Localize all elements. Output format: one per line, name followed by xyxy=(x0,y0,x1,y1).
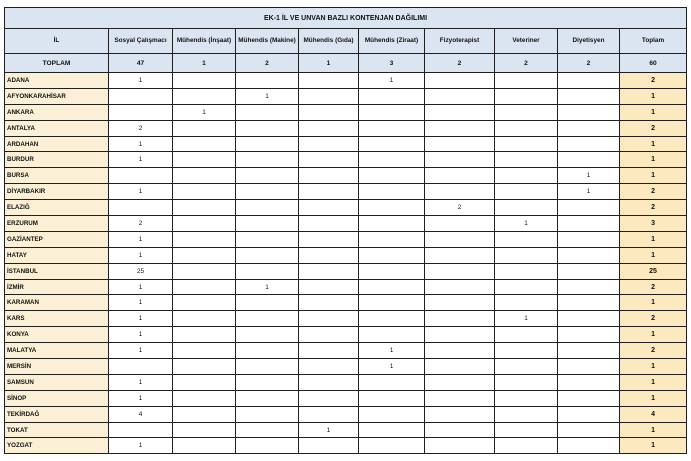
muhendis-insaat-cell xyxy=(173,295,236,311)
fizyoterapist-cell xyxy=(425,279,495,295)
city-cell: SİNOP xyxy=(5,390,109,406)
total-diyetisyen-cell: 2 xyxy=(558,54,620,73)
city-cell: ERZURUM xyxy=(5,216,109,232)
city-cell: ADANA xyxy=(5,73,109,89)
veteriner-cell xyxy=(495,247,558,263)
veteriner-cell xyxy=(495,359,558,375)
muhendis-ziraat-cell xyxy=(359,184,425,200)
muhendis-ziraat-cell: 1 xyxy=(359,73,425,89)
muhendis-makine-cell xyxy=(236,327,299,343)
sosyal-calismaci-cell xyxy=(109,104,173,120)
muhendis-insaat-cell xyxy=(173,374,236,390)
table-row xyxy=(5,200,687,216)
muhendis-gida-cell xyxy=(299,390,359,406)
muhendis-ziraat-cell xyxy=(359,200,425,216)
diyetisyen-cell xyxy=(558,295,620,311)
fizyoterapist-cell xyxy=(425,184,495,200)
veteriner-cell xyxy=(495,422,558,438)
muhendis-makine-cell xyxy=(236,152,299,168)
muhendis-makine-cell xyxy=(236,359,299,375)
toplam-cell: 1 xyxy=(620,104,687,120)
muhendis-gida-cell xyxy=(299,104,359,120)
fizyoterapist-cell: 2 xyxy=(425,200,495,216)
total-label: TOPLAM xyxy=(5,54,109,73)
sosyal-calismaci-cell: 1 xyxy=(109,311,173,327)
toplam-cell: 1 xyxy=(620,231,687,247)
muhendis-ziraat-cell xyxy=(359,104,425,120)
fizyoterapist-cell xyxy=(425,422,495,438)
muhendis-ziraat-cell xyxy=(359,438,425,454)
muhendis-ziraat-cell: 1 xyxy=(359,343,425,359)
city-cell: GAZİANTEP xyxy=(5,231,109,247)
city-cell: AFYONKARAHİSAR xyxy=(5,88,109,104)
toplam-cell: 1 xyxy=(620,390,687,406)
veteriner-cell xyxy=(495,406,558,422)
muhendis-makine-cell xyxy=(236,200,299,216)
diyetisyen-cell xyxy=(558,104,620,120)
sosyal-calismaci-cell: 1 xyxy=(109,279,173,295)
header-muhendis-makine: Mühendis (Makine) xyxy=(236,29,299,54)
table-row xyxy=(5,136,687,152)
diyetisyen-cell xyxy=(558,343,620,359)
muhendis-gida-cell xyxy=(299,120,359,136)
muhendis-ziraat-cell xyxy=(359,168,425,184)
muhendis-insaat-cell xyxy=(173,184,236,200)
fizyoterapist-cell xyxy=(425,104,495,120)
table-row xyxy=(5,216,687,232)
muhendis-makine-cell xyxy=(236,247,299,263)
sosyal-calismaci-cell xyxy=(109,359,173,375)
muhendis-ziraat-cell xyxy=(359,247,425,263)
sosyal-calismaci-cell: 1 xyxy=(109,295,173,311)
muhendis-gida-cell xyxy=(299,88,359,104)
diyetisyen-cell xyxy=(558,438,620,454)
toplam-cell: 1 xyxy=(620,438,687,454)
fizyoterapist-cell xyxy=(425,73,495,89)
city-cell: KARS xyxy=(5,311,109,327)
muhendis-gida-cell xyxy=(299,279,359,295)
column-header-row xyxy=(5,29,687,54)
muhendis-makine-cell xyxy=(236,295,299,311)
sosyal-calismaci-cell: 4 xyxy=(109,406,173,422)
city-cell: SAMSUN xyxy=(5,374,109,390)
table-row xyxy=(5,168,687,184)
muhendis-makine-cell xyxy=(236,104,299,120)
table-row xyxy=(5,120,687,136)
muhendis-insaat-cell xyxy=(173,152,236,168)
diyetisyen-cell xyxy=(558,247,620,263)
muhendis-ziraat-cell xyxy=(359,231,425,247)
sosyal-calismaci-cell: 2 xyxy=(109,120,173,136)
muhendis-insaat-cell xyxy=(173,327,236,343)
table-row xyxy=(5,390,687,406)
muhendis-gida-cell xyxy=(299,200,359,216)
muhendis-ziraat-cell xyxy=(359,216,425,232)
toplam-cell: 2 xyxy=(620,343,687,359)
muhendis-insaat-cell xyxy=(173,422,236,438)
diyetisyen-cell xyxy=(558,359,620,375)
fizyoterapist-cell xyxy=(425,231,495,247)
veteriner-cell xyxy=(495,295,558,311)
sosyal-calismaci-cell: 1 xyxy=(109,136,173,152)
muhendis-makine-cell xyxy=(236,168,299,184)
veteriner-cell: 1 xyxy=(495,216,558,232)
header-muhendis-insaat: Mühendis (İnşaat) xyxy=(173,29,236,54)
muhendis-ziraat-cell xyxy=(359,374,425,390)
veteriner-cell xyxy=(495,152,558,168)
header-veteriner: Veteriner xyxy=(495,29,558,54)
toplam-cell: 2 xyxy=(620,184,687,200)
muhendis-ziraat-cell xyxy=(359,390,425,406)
table-row xyxy=(5,73,687,89)
fizyoterapist-cell xyxy=(425,311,495,327)
table-row xyxy=(5,311,687,327)
muhendis-gida-cell xyxy=(299,311,359,327)
header-il: İL xyxy=(5,29,109,54)
muhendis-gida-cell xyxy=(299,136,359,152)
total-sosyal-calismaci-cell: 47 xyxy=(109,54,173,73)
sosyal-calismaci-cell: 1 xyxy=(109,231,173,247)
table-row xyxy=(5,406,687,422)
muhendis-gida-cell xyxy=(299,374,359,390)
fizyoterapist-cell xyxy=(425,263,495,279)
city-cell: YOZGAT xyxy=(5,438,109,454)
muhendis-insaat-cell xyxy=(173,406,236,422)
table-row xyxy=(5,247,687,263)
header-muhendis-ziraat: Mühendis (Ziraat) xyxy=(359,29,425,54)
total-row xyxy=(5,54,687,73)
table-row xyxy=(5,88,687,104)
diyetisyen-cell xyxy=(558,136,620,152)
sosyal-calismaci-cell: 1 xyxy=(109,374,173,390)
muhendis-insaat-cell xyxy=(173,359,236,375)
sosyal-calismaci-cell xyxy=(109,200,173,216)
muhendis-ziraat-cell xyxy=(359,327,425,343)
city-cell: TEKİRDAĞ xyxy=(5,406,109,422)
city-cell: İZMİR xyxy=(5,279,109,295)
muhendis-insaat-cell xyxy=(173,438,236,454)
table-row xyxy=(5,343,687,359)
header-toplam: Toplam xyxy=(620,29,687,54)
fizyoterapist-cell xyxy=(425,152,495,168)
fizyoterapist-cell xyxy=(425,343,495,359)
toplam-cell: 3 xyxy=(620,216,687,232)
diyetisyen-cell xyxy=(558,422,620,438)
toplam-cell: 2 xyxy=(620,73,687,89)
fizyoterapist-cell xyxy=(425,406,495,422)
muhendis-makine-cell xyxy=(236,231,299,247)
city-cell: ELAZIĞ xyxy=(5,200,109,216)
toplam-cell: 1 xyxy=(620,422,687,438)
diyetisyen-cell xyxy=(558,390,620,406)
fizyoterapist-cell xyxy=(425,327,495,343)
city-cell: BURDUR xyxy=(5,152,109,168)
muhendis-ziraat-cell: 1 xyxy=(359,359,425,375)
table-row xyxy=(5,422,687,438)
sosyal-calismaci-cell xyxy=(109,422,173,438)
muhendis-insaat-cell xyxy=(173,168,236,184)
diyetisyen-cell xyxy=(558,279,620,295)
total-muhendis-ziraat-cell: 3 xyxy=(359,54,425,73)
toplam-cell: 1 xyxy=(620,295,687,311)
city-cell: İSTANBUL xyxy=(5,263,109,279)
table-row xyxy=(5,279,687,295)
total-veteriner-cell: 2 xyxy=(495,54,558,73)
table-row xyxy=(5,184,687,200)
total-muhendis-gida-cell: 1 xyxy=(299,54,359,73)
city-cell: KARAMAN xyxy=(5,295,109,311)
total-toplam-cell: 60 xyxy=(620,54,687,73)
muhendis-ziraat-cell xyxy=(359,406,425,422)
fizyoterapist-cell xyxy=(425,168,495,184)
sosyal-calismaci-cell: 1 xyxy=(109,73,173,89)
fizyoterapist-cell xyxy=(425,88,495,104)
veteriner-cell xyxy=(495,343,558,359)
table-title-row xyxy=(5,8,687,29)
diyetisyen-cell: 1 xyxy=(558,184,620,200)
diyetisyen-cell xyxy=(558,120,620,136)
sosyal-calismaci-cell: 1 xyxy=(109,343,173,359)
muhendis-ziraat-cell xyxy=(359,136,425,152)
muhendis-makine-cell xyxy=(236,120,299,136)
toplam-cell: 2 xyxy=(620,279,687,295)
muhendis-gida-cell xyxy=(299,438,359,454)
city-cell: BURSA xyxy=(5,168,109,184)
veteriner-cell xyxy=(495,374,558,390)
muhendis-makine-cell xyxy=(236,136,299,152)
city-cell: MALATYA xyxy=(5,343,109,359)
muhendis-gida-cell xyxy=(299,168,359,184)
header-diyetisyen: Diyetisyen xyxy=(558,29,620,54)
diyetisyen-cell: 1 xyxy=(558,168,620,184)
toplam-cell: 1 xyxy=(620,168,687,184)
veteriner-cell xyxy=(495,390,558,406)
veteriner-cell xyxy=(495,184,558,200)
sosyal-calismaci-cell: 1 xyxy=(109,152,173,168)
muhendis-insaat-cell xyxy=(173,216,236,232)
toplam-cell: 2 xyxy=(620,120,687,136)
veteriner-cell xyxy=(495,104,558,120)
fizyoterapist-cell xyxy=(425,136,495,152)
muhendis-ziraat-cell xyxy=(359,422,425,438)
diyetisyen-cell xyxy=(558,73,620,89)
sosyal-calismaci-cell: 1 xyxy=(109,438,173,454)
diyetisyen-cell xyxy=(558,327,620,343)
veteriner-cell xyxy=(495,120,558,136)
table-row xyxy=(5,263,687,279)
muhendis-gida-cell xyxy=(299,152,359,168)
veteriner-cell xyxy=(495,231,558,247)
sosyal-calismaci-cell: 1 xyxy=(109,184,173,200)
muhendis-makine-cell xyxy=(236,311,299,327)
header-fizyoterapist: Fizyoterapist xyxy=(425,29,495,54)
sosyal-calismaci-cell: 25 xyxy=(109,263,173,279)
muhendis-gida-cell xyxy=(299,231,359,247)
sosyal-calismaci-cell xyxy=(109,88,173,104)
muhendis-gida-cell xyxy=(299,343,359,359)
veteriner-cell xyxy=(495,263,558,279)
muhendis-makine-cell: 1 xyxy=(236,88,299,104)
diyetisyen-cell xyxy=(558,311,620,327)
city-cell: ANKARA xyxy=(5,104,109,120)
muhendis-makine-cell xyxy=(236,184,299,200)
fizyoterapist-cell xyxy=(425,247,495,263)
sosyal-calismaci-cell xyxy=(109,168,173,184)
city-cell: DİYARBAKIR xyxy=(5,184,109,200)
header-muhendis-gida: Mühendis (Gıda) xyxy=(299,29,359,54)
sosyal-calismaci-cell: 1 xyxy=(109,327,173,343)
toplam-cell: 1 xyxy=(620,359,687,375)
diyetisyen-cell xyxy=(558,374,620,390)
muhendis-gida-cell xyxy=(299,327,359,343)
diyetisyen-cell xyxy=(558,200,620,216)
muhendis-makine-cell xyxy=(236,216,299,232)
table-row xyxy=(5,438,687,454)
total-muhendis-insaat-cell: 1 xyxy=(173,54,236,73)
fizyoterapist-cell xyxy=(425,438,495,454)
muhendis-makine-cell xyxy=(236,422,299,438)
toplam-cell: 25 xyxy=(620,263,687,279)
fizyoterapist-cell xyxy=(425,374,495,390)
muhendis-insaat-cell xyxy=(173,120,236,136)
toplam-cell: 1 xyxy=(620,247,687,263)
muhendis-makine-cell xyxy=(236,374,299,390)
toplam-cell: 2 xyxy=(620,311,687,327)
table-row xyxy=(5,104,687,120)
fizyoterapist-cell xyxy=(425,390,495,406)
city-cell: ANTALYA xyxy=(5,120,109,136)
muhendis-makine-cell xyxy=(236,263,299,279)
muhendis-insaat-cell xyxy=(173,343,236,359)
header-sosyal-calismaci: Sosyal Çalışmacı xyxy=(109,29,173,54)
muhendis-makine-cell xyxy=(236,438,299,454)
muhendis-ziraat-cell xyxy=(359,120,425,136)
muhendis-insaat-cell xyxy=(173,263,236,279)
toplam-cell: 1 xyxy=(620,374,687,390)
muhendis-gida-cell xyxy=(299,406,359,422)
muhendis-insaat-cell: 1 xyxy=(173,104,236,120)
city-cell: MERSİN xyxy=(5,359,109,375)
total-fizyoterapist-cell: 2 xyxy=(425,54,495,73)
city-cell: ARDAHAN xyxy=(5,136,109,152)
table-row xyxy=(5,231,687,247)
city-cell: KONYA xyxy=(5,327,109,343)
muhendis-gida-cell xyxy=(299,216,359,232)
fizyoterapist-cell xyxy=(425,120,495,136)
veteriner-cell xyxy=(495,88,558,104)
veteriner-cell xyxy=(495,200,558,216)
diyetisyen-cell xyxy=(558,216,620,232)
muhendis-insaat-cell xyxy=(173,247,236,263)
muhendis-insaat-cell xyxy=(173,231,236,247)
veteriner-cell xyxy=(495,136,558,152)
muhendis-gida-cell: 1 xyxy=(299,422,359,438)
veteriner-cell xyxy=(495,327,558,343)
muhendis-ziraat-cell xyxy=(359,311,425,327)
muhendis-makine-cell xyxy=(236,343,299,359)
muhendis-ziraat-cell xyxy=(359,88,425,104)
toplam-cell: 1 xyxy=(620,152,687,168)
muhendis-gida-cell xyxy=(299,247,359,263)
table-row xyxy=(5,374,687,390)
table-title: EK-1 İL VE UNVAN BAZLI KONTENJAN DAĞILIMI xyxy=(5,8,687,29)
diyetisyen-cell xyxy=(558,406,620,422)
muhendis-makine-cell xyxy=(236,73,299,89)
muhendis-ziraat-cell xyxy=(359,263,425,279)
muhendis-gida-cell xyxy=(299,73,359,89)
muhendis-ziraat-cell xyxy=(359,295,425,311)
veteriner-cell xyxy=(495,438,558,454)
muhendis-insaat-cell xyxy=(173,279,236,295)
muhendis-insaat-cell xyxy=(173,136,236,152)
diyetisyen-cell xyxy=(558,152,620,168)
muhendis-insaat-cell xyxy=(173,73,236,89)
diyetisyen-cell xyxy=(558,263,620,279)
fizyoterapist-cell xyxy=(425,359,495,375)
muhendis-insaat-cell xyxy=(173,200,236,216)
muhendis-makine-cell xyxy=(236,390,299,406)
diyetisyen-cell xyxy=(558,88,620,104)
veteriner-cell xyxy=(495,168,558,184)
sosyal-calismaci-cell: 1 xyxy=(109,247,173,263)
muhendis-makine-cell: 1 xyxy=(236,279,299,295)
table-row xyxy=(5,359,687,375)
veteriner-cell xyxy=(495,73,558,89)
city-cell: HATAY xyxy=(5,247,109,263)
muhendis-makine-cell xyxy=(236,406,299,422)
muhendis-gida-cell xyxy=(299,295,359,311)
toplam-cell: 4 xyxy=(620,406,687,422)
toplam-cell: 2 xyxy=(620,200,687,216)
muhendis-insaat-cell xyxy=(173,311,236,327)
table-row xyxy=(5,327,687,343)
muhendis-ziraat-cell xyxy=(359,152,425,168)
muhendis-insaat-cell xyxy=(173,390,236,406)
toplam-cell: 1 xyxy=(620,327,687,343)
muhendis-insaat-cell xyxy=(173,88,236,104)
table-row xyxy=(5,152,687,168)
veteriner-cell xyxy=(495,279,558,295)
fizyoterapist-cell xyxy=(425,295,495,311)
table-row xyxy=(5,295,687,311)
sosyal-calismaci-cell: 1 xyxy=(109,390,173,406)
muhendis-ziraat-cell xyxy=(359,279,425,295)
veteriner-cell: 1 xyxy=(495,311,558,327)
city-cell: TOKAT xyxy=(5,422,109,438)
total-muhendis-makine-cell: 2 xyxy=(236,54,299,73)
diyetisyen-cell xyxy=(558,231,620,247)
muhendis-gida-cell xyxy=(299,184,359,200)
quota-distribution-table xyxy=(4,7,687,454)
toplam-cell: 1 xyxy=(620,88,687,104)
fizyoterapist-cell xyxy=(425,216,495,232)
muhendis-gida-cell xyxy=(299,359,359,375)
toplam-cell: 1 xyxy=(620,136,687,152)
quota-table-sheet xyxy=(4,7,686,454)
muhendis-gida-cell xyxy=(299,263,359,279)
sosyal-calismaci-cell: 2 xyxy=(109,216,173,232)
